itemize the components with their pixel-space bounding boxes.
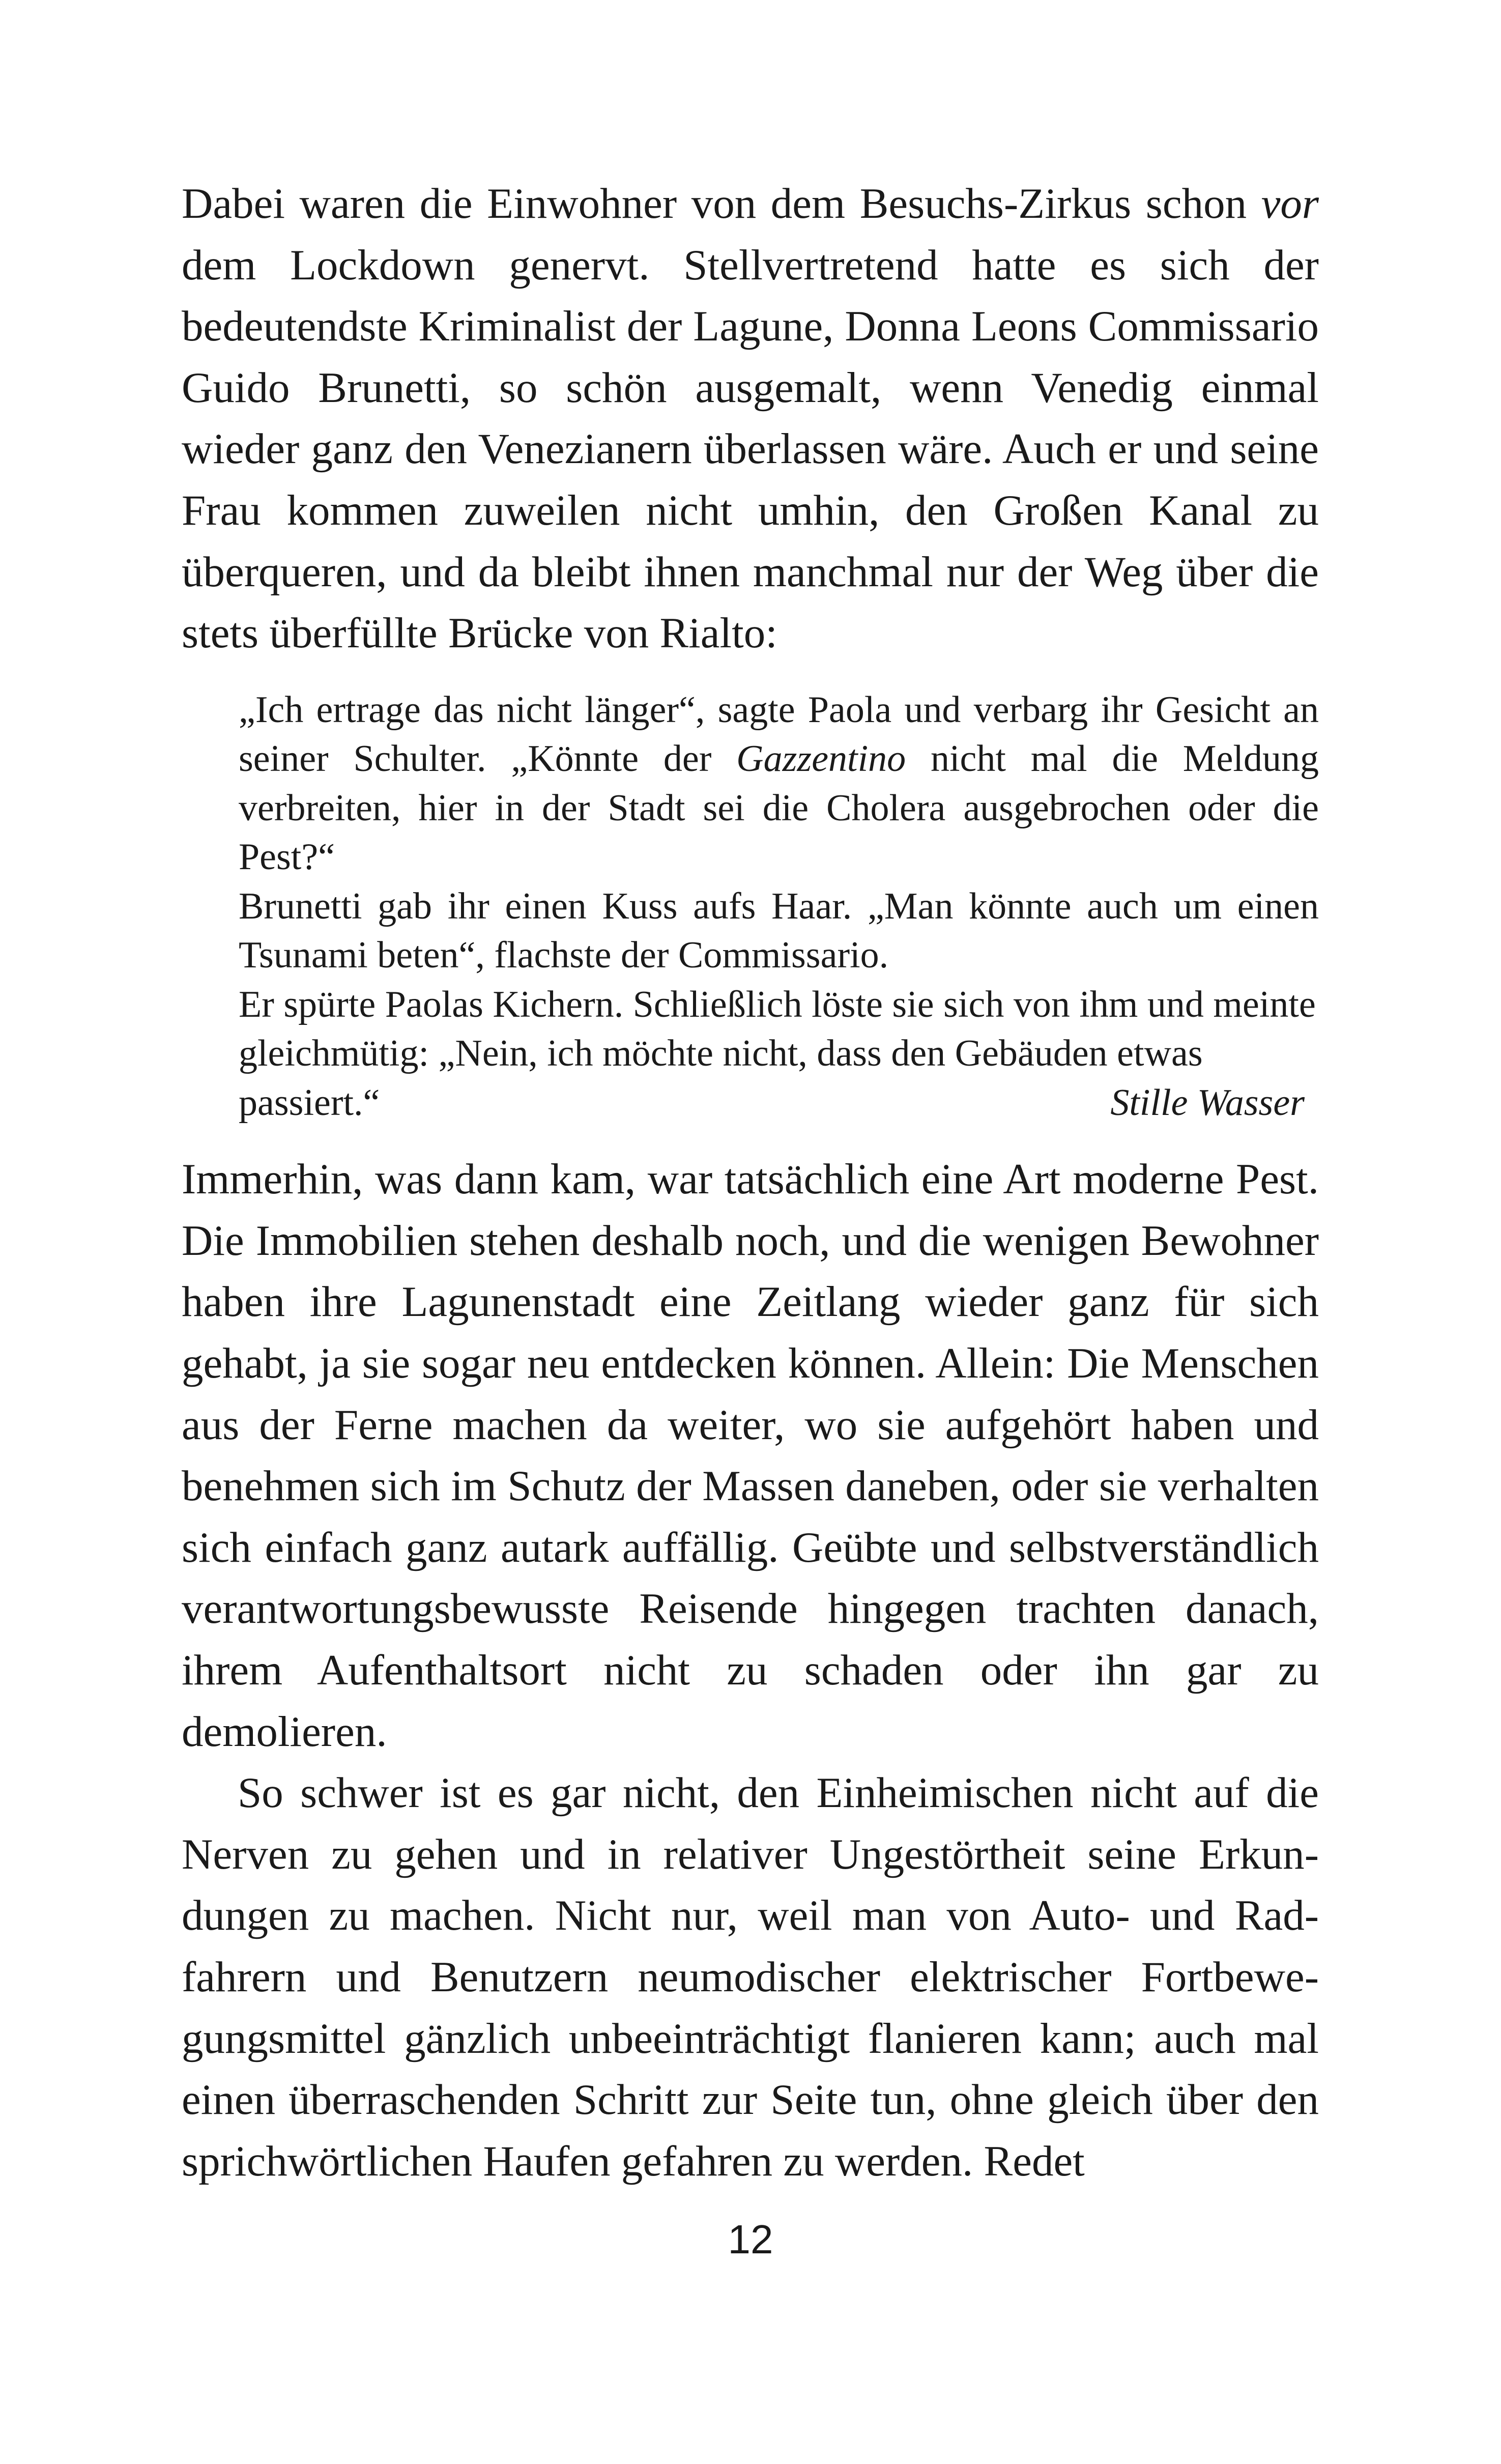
quote-1-emphasis: Gazzentino xyxy=(736,738,906,780)
quote-source: Stille Wasser xyxy=(1110,1081,1305,1124)
paragraph-1-text-b: dem Lockdown genervt. Stellvertretend hatte es sich der bedeutendste Kriminalist der Lagune, Donna Leons Commissario Guido Brunetti, so schön ausgemalt, wenn Venedig einmal wieder ganz den Venezianern überlassen wäre. Auch er und seine Frau kommen zuweilen nicht umhin, den Großen Kanal zu überqueren, und da bleibt ihnen manchmal nur der Weg über die stets überfüllte Brücke von Rialto: xyxy=(182,241,1319,657)
quote-paragraph-2: Brunetti gab ihr einen Kuss aufs Haar. „Man könnte auch um einen Tsunami beten“, flachste der Commissario. xyxy=(239,885,1319,977)
paragraph-1-text-a: Dabei waren die Einwohner von dem Besuchs-Zirkus schon xyxy=(182,180,1261,227)
paragraph-3: So schwer ist es gar nicht, den Einheimischen nicht auf die Nerven zu gehen und in relativer Ungestörtheit seine Erkundungen zu machen. Nicht nur, weil man von Auto- und Radfahrern und Benutzern neumodischer elektrischer Fortbewegungsmittel gänzlich unbeeinträchtigt flanieren kann; auch mal einen überraschenden Schritt zur Seite tun, ohne gleich über den sprichwörtlichen Haufen gefahren zu werden. Redet xyxy=(182,1769,1319,2185)
page-content xyxy=(182,173,1319,2192)
paragraph-1-emphasis: vor xyxy=(1261,180,1319,227)
page-number: 12 xyxy=(728,2217,773,2262)
paragraph-2: Immerhin, was dann kam, war tatsächlich eine Art moderne Pest. Die Immobilien stehen deshalb noch, und die wenigen Bewohner haben ihre Lagunenstadt eine Zeitlang wieder ganz für sich gehabt, ja sie sogar neu entdecken können. Allein: Die Menschen aus der Ferne machen da weiter, wo sie aufgehört haben und benehmen sich im Schutz der Massen daneben, oder sie verhalten sich einfach ganz autark auffällig. Geübte und selbstverständlich verantwortungsbewusste Reisende hingegen trachten danach, ihrem Aufenthaltsort nicht zu schaden oder ihn gar zu demolieren. xyxy=(182,1155,1319,1756)
quote-paragraph-3 xyxy=(239,980,1319,1128)
quote-1-text-a: „Ich ertrage das nicht länger“, sagte Paola und verbarg ihr Gesicht an seiner Schulter. „Könnte der xyxy=(239,689,1319,780)
quote-paragraph-1 xyxy=(239,685,1319,882)
quote-3-text: Er spürte Paolas Kichern. Schließlich löste sie sich von ihm und meinte gleichmütig: „Nein, ich möchte nicht, dass den Gebäuden etwas passiert.“ xyxy=(239,983,1316,1124)
quote-1-text-b: nicht mal die Meldung verbreiten, hier in der Stadt sei die Cholera ausgebrochen oder die Pest?“ xyxy=(239,738,1319,878)
paragraph-1 xyxy=(182,173,1319,664)
block-quote xyxy=(239,685,1319,1128)
